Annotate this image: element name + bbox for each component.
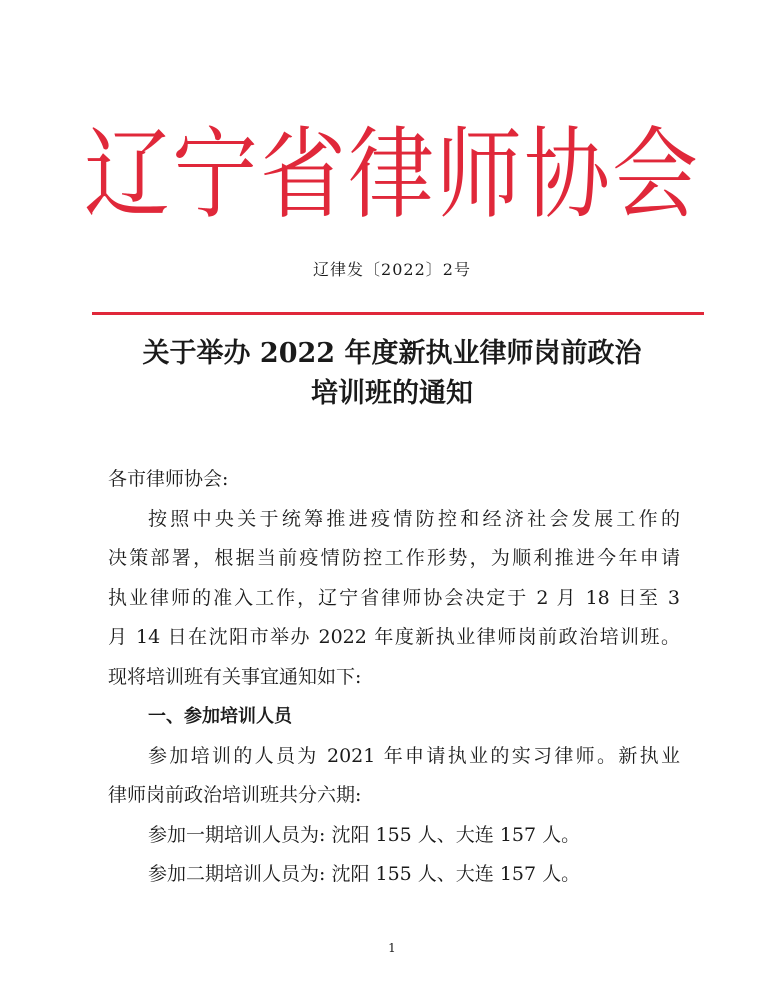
organization-letterhead: 辽宁省律师协会 [84,117,700,233]
paragraph-1-line-1: 按照中央关于统筹推进疫情防控和经济社会发展工作的 [148,507,680,530]
paragraph-1-line-2: 决策部署，根据当前疫情防控工作形势，为顺利推进今年申请 [108,547,680,569]
page-number: 1 [388,941,396,955]
paragraph-2-line-2: 律师岗前政治培训班共分六期: [108,784,362,806]
title-line-1: 关于举办 2022 年度新执业律师岗前政治 [142,338,642,369]
red-divider-line [92,312,704,315]
phase-2-participants: 参加二期培训人员为: 沈阳 155 人、大连 157 人。 [148,863,581,885]
document-number: 辽律发〔2022〕2号 [313,260,471,279]
paragraph-1-line-4: 月 14 日在沈阳市举办 2022 年度新执业律师岗前政治培训班。 [108,626,680,648]
section-1-heading: 一、参加培训人员 [148,706,292,727]
paragraph-1-line-5: 现将培训班有关事宜通知如下: [108,665,362,688]
phase-1-participants: 参加一期培训人员为: 沈阳 155 人、大连 157 人。 [148,823,581,846]
title-line-2: 培训班的通知 [311,378,473,409]
salutation: 各市律师协会: [108,468,229,490]
document-title [0,334,784,414]
document-body [108,460,680,895]
paragraph-2-line-1: 参加培训的人员为 2021 年申请执业的实习律师。新执业 [148,744,680,767]
paragraph-1-line-3: 执业律师的准入工作，辽宁省律师协会决定于 2 月 18 日至 3 [108,586,680,609]
